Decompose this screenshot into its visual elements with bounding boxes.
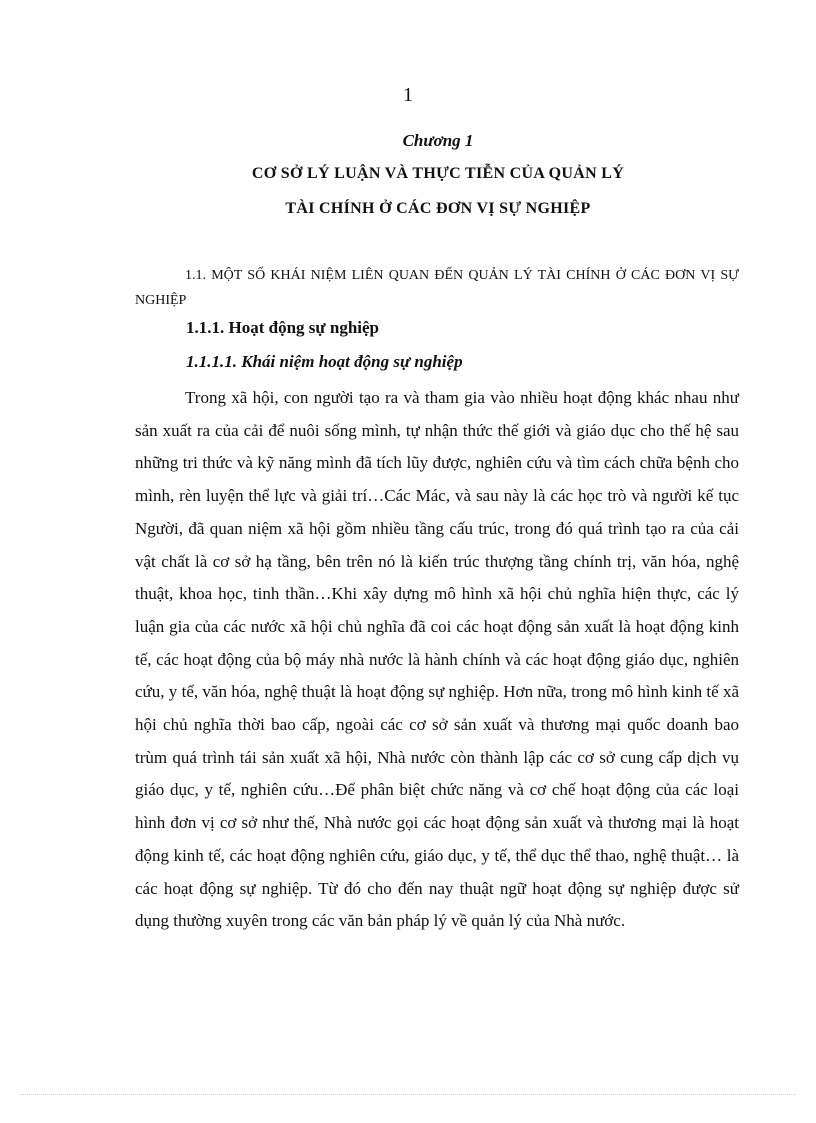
subsection-heading: 1.1.1. Hoạt động sự nghiệp	[186, 318, 379, 337]
chapter-title-line-2: TÀI CHÍNH Ở CÁC ĐƠN VỊ SỰ NGHIỆP	[285, 200, 591, 217]
subsubsection-heading: 1.1.1.1. Khái niệm hoạt động sự nghiệp	[186, 352, 463, 371]
page-number: 1	[403, 84, 413, 106]
body-paragraph: Trong xã hội, con người tạo ra và tham gia vào nhiều hoạt động khác nhau như sản xuất ra của cải để nuôi sống mình, tự nhận thức thế giới và giáo dục cho thế hệ sau những tri thức và kỹ năng mình đã tích lũy được, nghiên cứu và tìm cách chữa bệnh cho mình, rèn luyện thể lực và giải trí…Các Mác, và sau này là các học trò và người kế tục Người, đã quan niệm xã hội gồm nhiều tầng cấu trúc, trong đó quá trình tạo ra của cải vật chất là cơ sở hạ tầng, bên trên nó là kiến trúc thượng tầng chính trị, văn hóa, nghệ thuật, khoa học, tinh thần…Khi xây dựng mô hình xã hội chủ nghĩa hiện thực, các lý luận gia của các nước xã hội chủ nghĩa đã coi các hoạt động sản xuất là hoạt động kinh tế, các hoạt động của bộ máy nhà nước là hành chính và các hoạt động giáo dục, nghiên cứu, y tế, văn hóa, nghệ thuật là hoạt động sự nghiệp. Hơn nữa, trong mô hình kinh tế xã hội chủ nghĩa thời bao cấp, ngoài các cơ sở sản xuất và thương mại quốc doanh bao trùm quá trình tái sản xuất xã hội, Nhà nước còn thành lập các cơ sở cung cấp dịch vụ giáo dục, y tế, nghiên cứu…Để phân biệt chức năng và cơ chế hoạt động của các loại hình đơn vị cơ sở như thế, Nhà nước gọi các hoạt động sản xuất và thương mại là hoạt động kinh tế, các hoạt động nghiên cứu, giáo dục, y tế, thể dục thể thao, nghệ thuật… là các hoạt động sự nghiệp. Từ đó cho đến nay thuật ngữ hoạt động sự nghiệp được sử dụng thường xuyên trong các văn bản pháp lý về quản lý của Nhà nước.	[135, 388, 739, 931]
page-bottom-divider	[20, 1094, 796, 1095]
section-heading: 1.1. MỘT SỐ KHÁI NIỆM LIÊN QUAN ĐẾN QUẢN LÝ TÀI CHÍNH Ở CÁC ĐƠN VỊ SỰ NGHIỆP	[135, 268, 739, 308]
chapter-title-line-1: CƠ SỞ LÝ LUẬN VÀ THỰC TIỄN CỦA QUẢN LÝ	[251, 165, 625, 182]
chapter-label: Chương 1	[402, 131, 474, 150]
